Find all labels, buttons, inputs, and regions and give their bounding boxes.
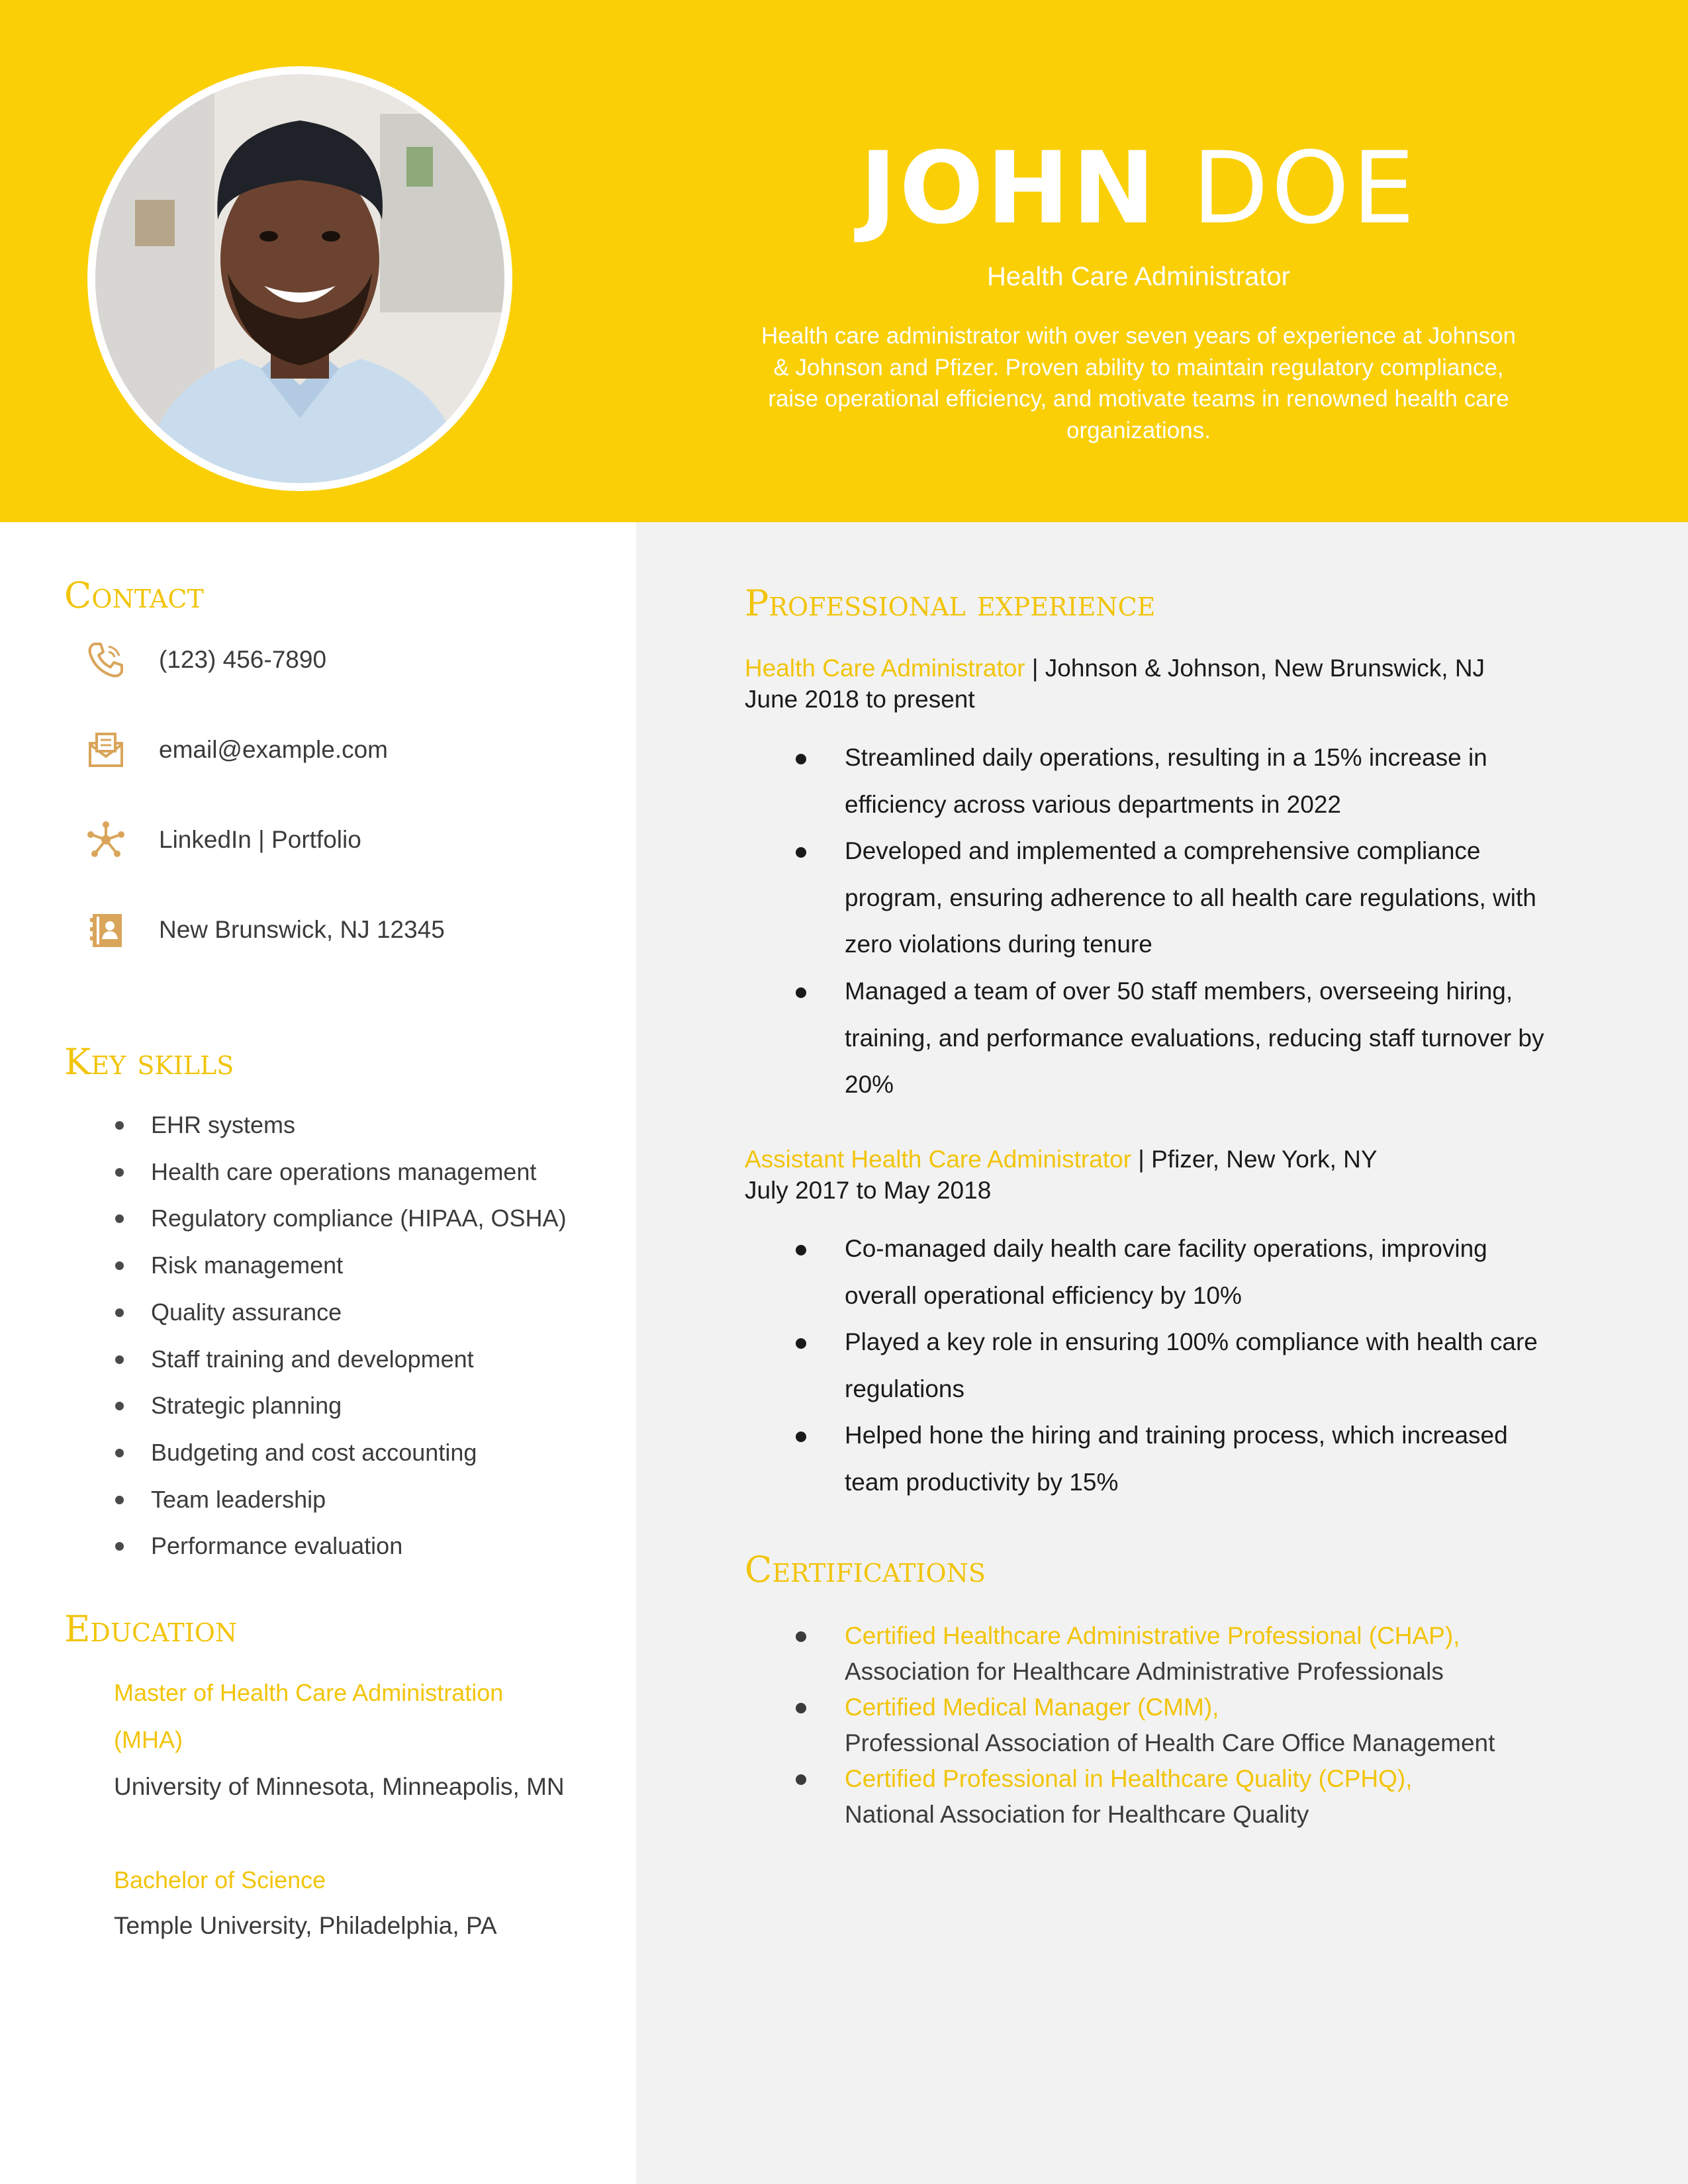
list-item: Played a key role in ensuring 100% compliance with health care regulations — [794, 1319, 1556, 1412]
job-company: | Pfizer, New York, NY — [1131, 1146, 1378, 1173]
contact-heading: Contact — [64, 574, 204, 616]
list-item: Budgeting and cost accounting — [114, 1430, 617, 1477]
contact-links — [85, 819, 361, 861]
skills-list — [114, 1102, 617, 1570]
certifications-list — [794, 1618, 1556, 1833]
list-item: Staff training and development — [114, 1336, 617, 1383]
education-degree: Bachelor of Science — [114, 1866, 326, 1893]
cert-org: National Association for Healthcare Quality — [845, 1801, 1309, 1828]
email-icon — [85, 729, 127, 771]
list-item: Performance evaluation — [114, 1523, 617, 1570]
list-item: Team leadership — [114, 1477, 617, 1524]
list-item: Health care operations management — [114, 1149, 617, 1196]
links-text: LinkedIn | Portfolio — [159, 826, 361, 853]
cert-name: Certified Healthcare Administrative Professional (CHAP), — [845, 1622, 1460, 1649]
list-item — [794, 1690, 1556, 1761]
email-text: email@example.com — [159, 736, 389, 763]
contact-address — [85, 909, 445, 951]
education-school: University of Minnesota, Minneapolis, MN — [114, 1773, 565, 1800]
list-item: Strategic planning — [114, 1383, 617, 1430]
contact-email — [85, 729, 389, 771]
list-item: EHR systems — [114, 1102, 617, 1149]
list-item: Quality assurance — [114, 1289, 617, 1336]
job-header — [745, 1144, 1378, 1175]
job-bullets — [794, 735, 1556, 1109]
job-company: | Johnson & Johnson, New Brunswick, NJ — [1025, 655, 1485, 682]
job-header — [745, 653, 1485, 684]
education-school: Temple University, Philadelphia, PA — [114, 1912, 497, 1939]
job-bullets — [794, 1226, 1556, 1506]
list-item: Regulatory compliance (HIPAA, OSHA) — [114, 1195, 617, 1242]
contact-phone — [85, 639, 327, 681]
list-item: Streamlined daily operations, resulting in a 15% increase in efficiency across various departments in 2022 — [794, 735, 1556, 828]
cert-org: Professional Association of Health Care Office Management — [845, 1729, 1495, 1756]
header-banner — [0, 0, 1688, 522]
education-degree: Master of Health Care Administration (MHA) — [114, 1679, 504, 1753]
first-name: JOHN — [859, 131, 1158, 246]
job-dates: June 2018 to present — [745, 686, 975, 713]
profile-summary: Health care administrator with over seven years of experience at Johnson & Johnson and Pfizer. Proven ability to maintain regulatory compliance, raise operational efficiency, and motivate teams in renowned health care organizations. — [761, 323, 1517, 443]
address-icon — [85, 909, 127, 951]
list-item: Co-managed daily health care facility operations, improving overall operational efficiency by 10% — [794, 1226, 1556, 1319]
list-item: Helped hone the hiring and training process, which increased team productivity by 15% — [794, 1412, 1556, 1506]
list-item: Developed and implemented a comprehensive compliance program, ensuring adherence to all health care regulations, with zero violations during tenure — [794, 828, 1556, 968]
last-name: DOE — [1192, 131, 1418, 246]
profile-photo — [95, 74, 504, 483]
education-heading: Education — [64, 1608, 238, 1650]
phone-text: (123) 456-7890 — [159, 646, 327, 673]
network-icon — [85, 819, 127, 861]
cert-name: Certified Professional in Healthcare Quality (CPHQ), — [845, 1765, 1413, 1792]
cert-org: Association for Healthcare Administrative Professionals — [845, 1658, 1444, 1685]
address-text: New Brunswick, NJ 12345 — [159, 916, 445, 943]
experience-heading: Professional experience — [745, 582, 1156, 624]
certifications-heading: Certifications — [745, 1549, 986, 1590]
list-item — [794, 1618, 1556, 1690]
skills-heading: Key skills — [64, 1041, 234, 1083]
job-role: Health Care Administrator — [745, 655, 1025, 682]
job-dates: July 2017 to May 2018 — [745, 1177, 992, 1204]
list-item: Risk management — [114, 1242, 617, 1289]
job-title: Health Care Administrator — [987, 262, 1290, 291]
phone-icon — [85, 639, 127, 681]
list-item — [794, 1761, 1556, 1833]
cert-name: Certified Medical Manager (CMM), — [845, 1694, 1219, 1721]
profile-photo-frame — [87, 66, 512, 491]
job-role: Assistant Health Care Administrator — [745, 1146, 1132, 1173]
list-item: Managed a team of over 50 staff members, overseeing hiring, training, and performance evaluations, reducing staff turnover by 20% — [794, 968, 1556, 1109]
candidate-name — [755, 129, 1523, 248]
